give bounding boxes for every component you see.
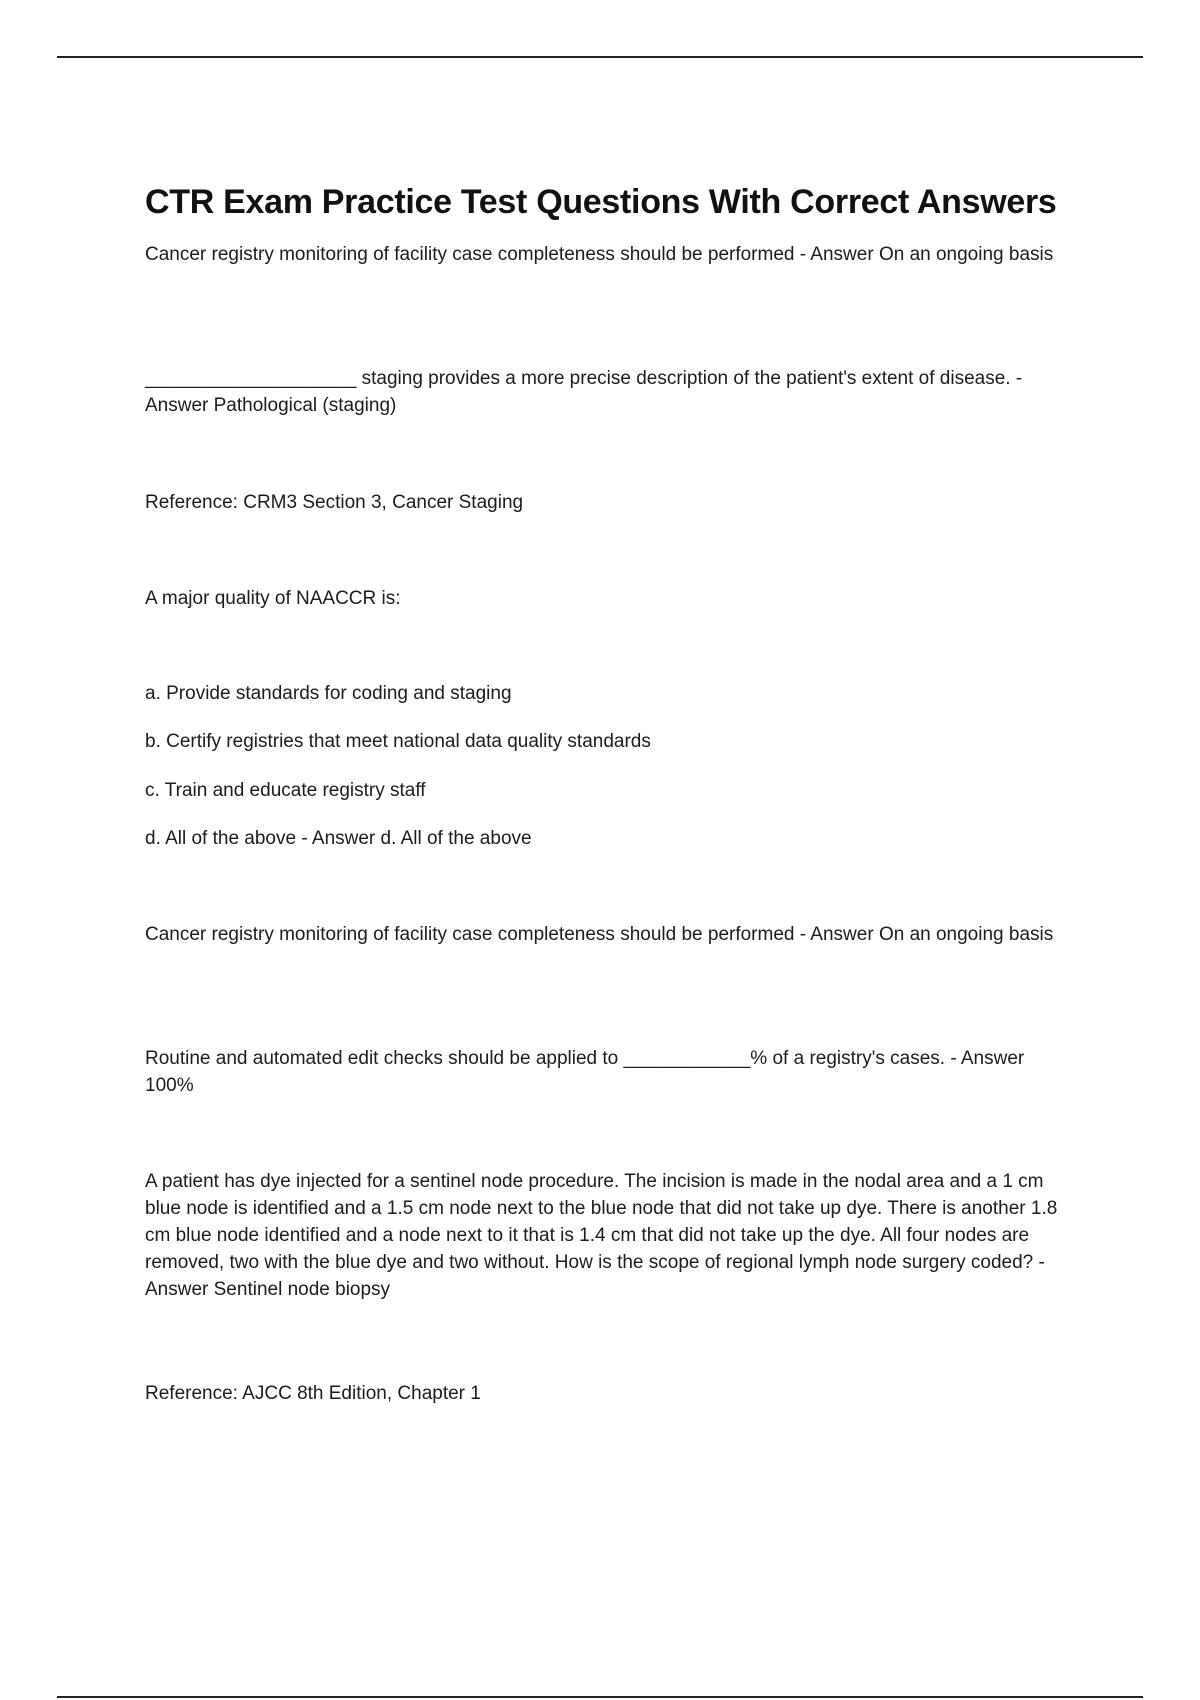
document-title: CTR Exam Practice Test Questions With Correct Answers	[145, 183, 1057, 221]
option-c: c. Train and educate registry staff	[145, 780, 426, 801]
qa-sentinel-node: A patient has dye injected for a sentinel node procedure. The incision is made in the nodal area and a 1 cm blue node is identified and a 1.5 cm node next to the blue node that did not take up dye. There is another 1.8 cm blue node identified and a node next to it that is 1.4 cm that did not take up the dye. All four nodes are removed, two with the blue dye and two without. How is the scope of regional lymph node surgery coded? - Answer Sentinel node biopsy	[145, 1171, 1058, 1300]
option-a: a. Provide standards for coding and staging	[145, 683, 512, 704]
footer-rule	[57, 1696, 1143, 1698]
qa-staging: ____________________ staging provides a more precise description of the patient's extent of disease. - Answer Pathological (staging)	[145, 368, 1023, 416]
qa-edit-checks: Routine and automated edit checks should be applied to ____________% of a registry's cases. - Answer 100%	[145, 1048, 1025, 1096]
option-d-answer: d. All of the above - Answer d. All of the above	[145, 828, 532, 849]
qa-completeness-2: Cancer registry monitoring of facility case completeness should be performed - Answer On an ongoing basis	[145, 924, 1054, 945]
document-page	[145, 180, 1075, 1404]
reference-ajcc: Reference: AJCC 8th Edition, Chapter 1	[145, 1383, 481, 1404]
header-rule	[57, 56, 1143, 58]
question-naaccr: A major quality of NAACCR is:	[145, 588, 401, 609]
reference-crm3: Reference: CRM3 Section 3, Cancer Staging	[145, 492, 524, 513]
qa-completeness-1: Cancer registry monitoring of facility case completeness should be performed - Answer On an ongoing basis	[145, 244, 1054, 265]
option-b: b. Certify registries that meet national data quality standards	[145, 731, 651, 752]
